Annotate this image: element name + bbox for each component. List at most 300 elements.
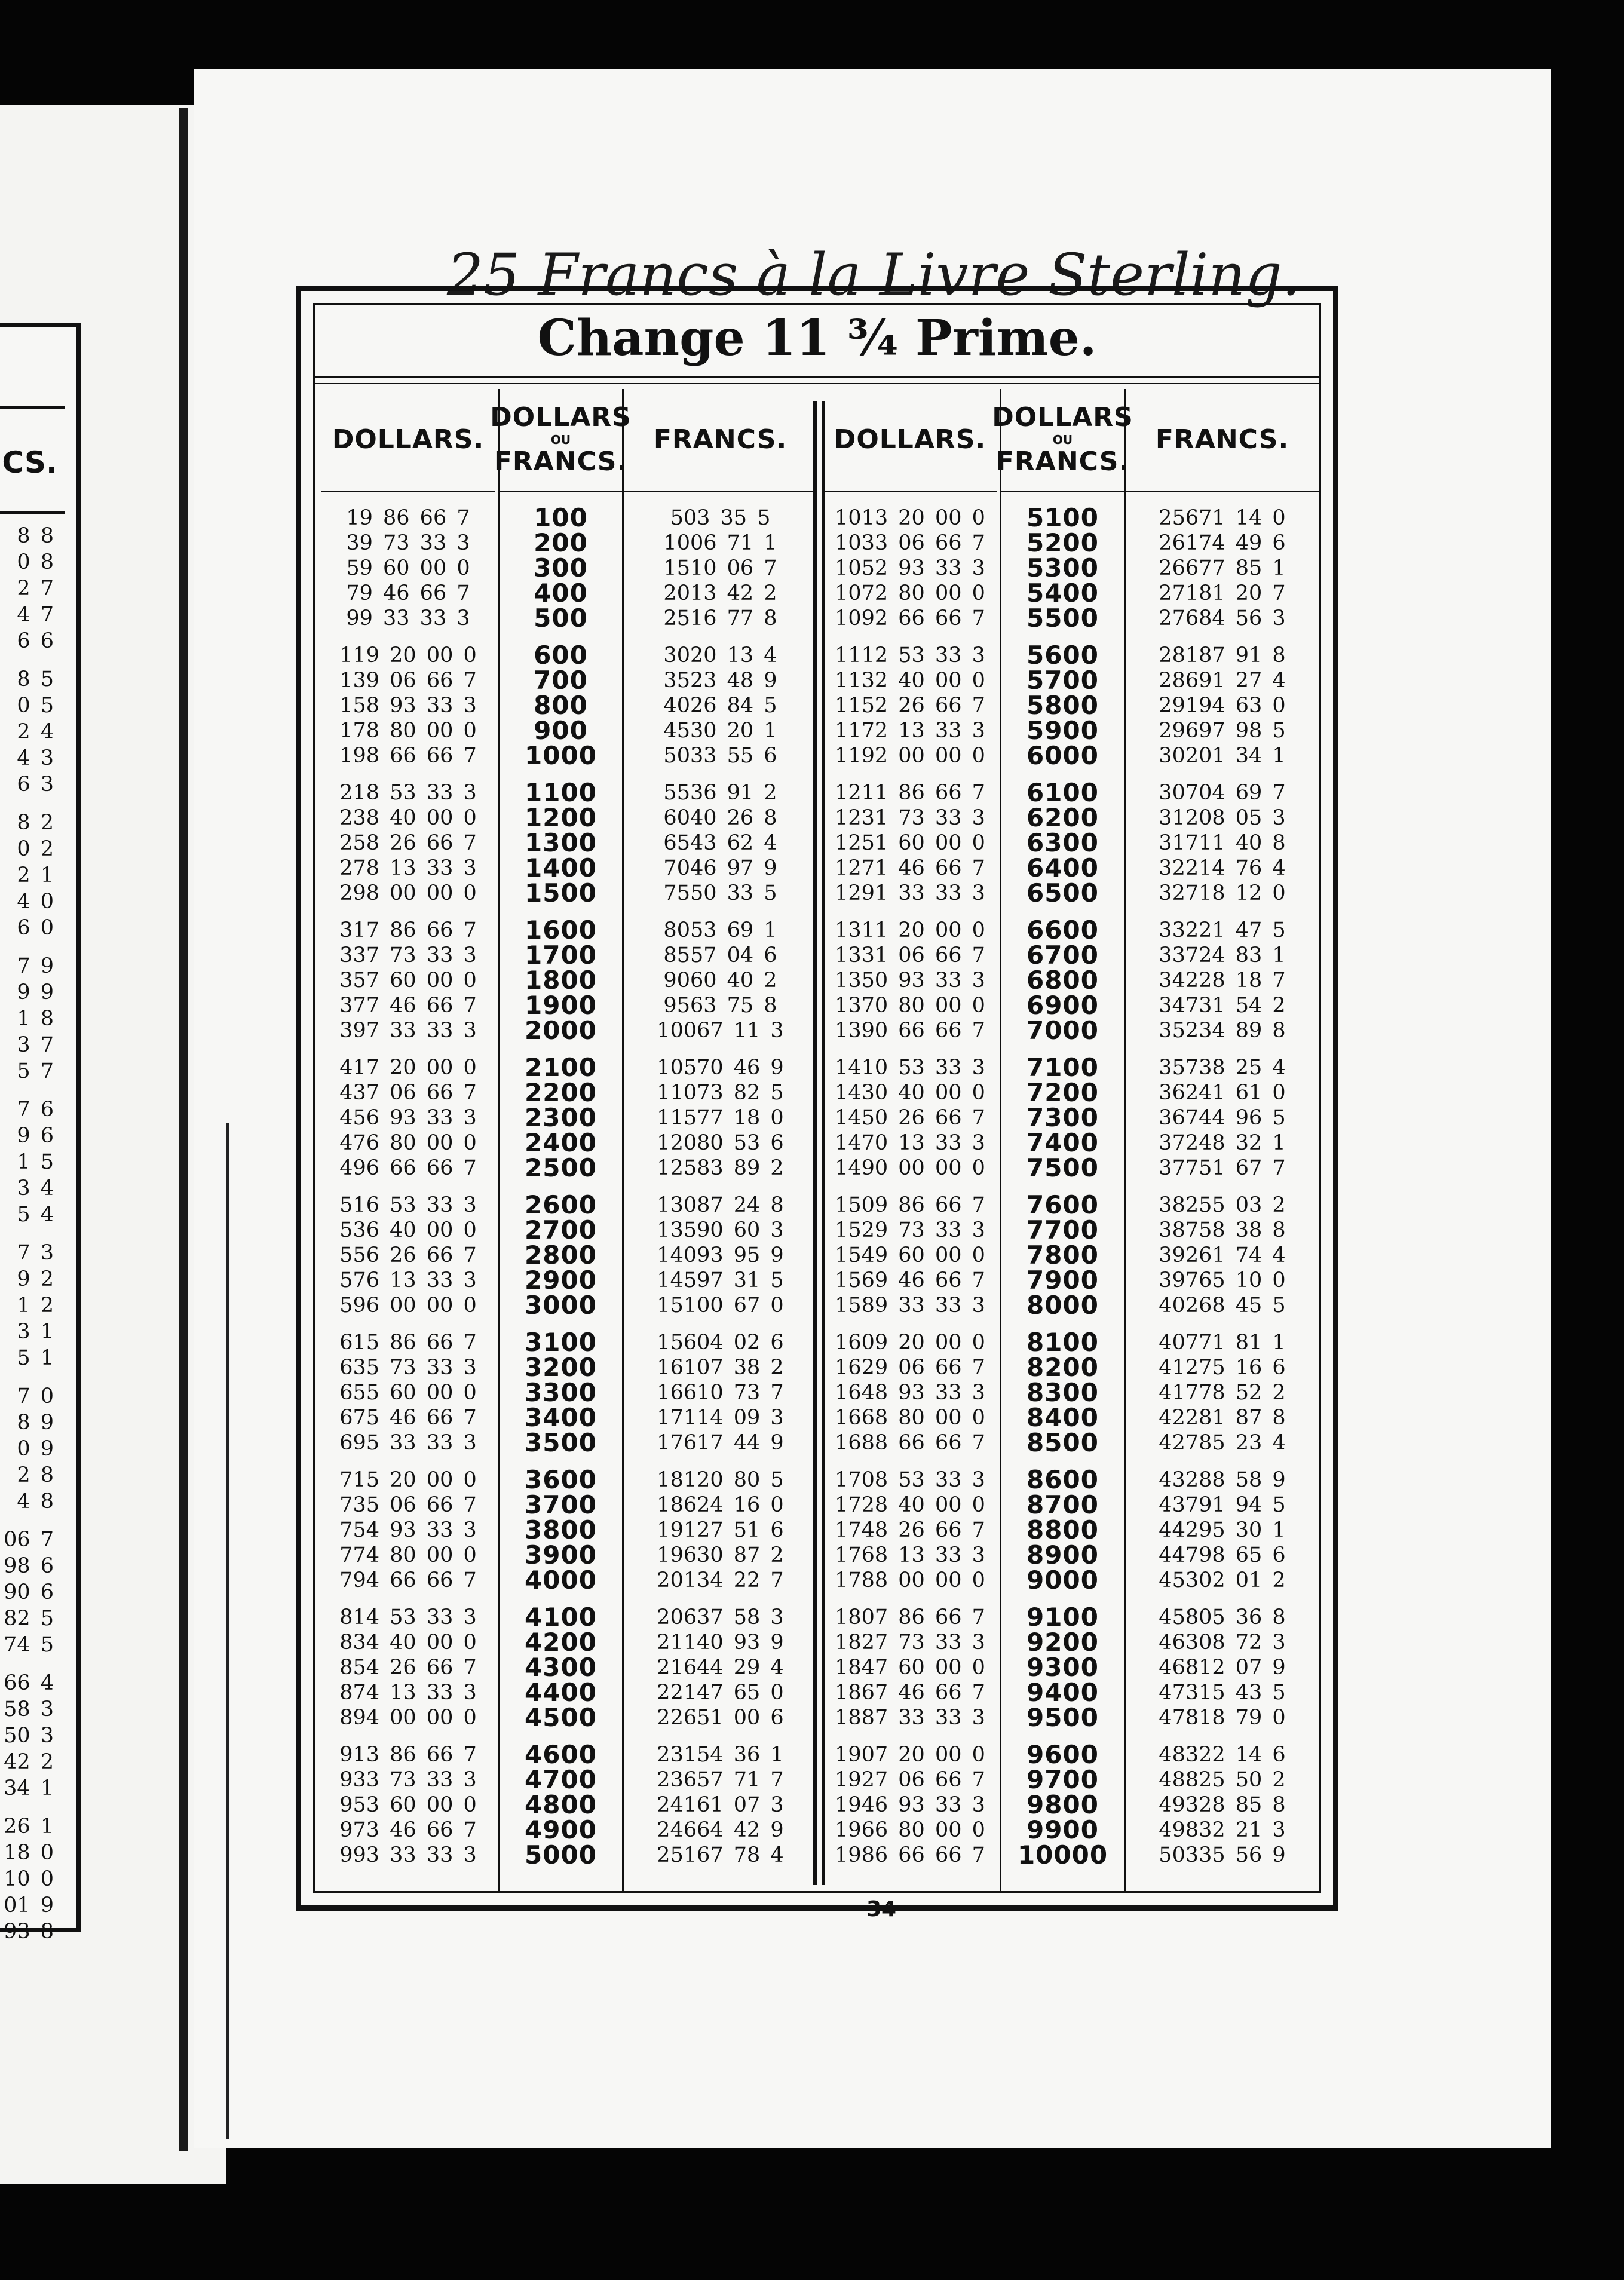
row-group: [623, 1467, 817, 1593]
table-cell: 29194 63 0: [1159, 694, 1286, 718]
table-cell: 119 20 00 0: [339, 643, 477, 667]
table-cell: 59 60 00 0: [346, 556, 470, 580]
table-cell: 7 3: [17, 1241, 54, 1265]
table-cell: 1986 66 66 7: [835, 1843, 985, 1867]
table-cell: 47315 43 5: [1159, 1681, 1286, 1705]
table-cell: 13087 24 8: [657, 1193, 784, 1217]
table-cell: 4 0: [17, 890, 54, 914]
table-cell: 1200: [525, 803, 597, 832]
table-cell: 38255 03 2: [1159, 1193, 1286, 1217]
table-cell: 8300: [1027, 1378, 1099, 1407]
table-cell: 1000: [525, 741, 597, 770]
table-cell: 6200: [1027, 803, 1099, 832]
table-cell: 7700: [1027, 1215, 1099, 1245]
row-group: [623, 643, 817, 768]
row-group: [623, 1193, 817, 1318]
table-cell: 2200: [525, 1078, 597, 1107]
row-group: [1001, 1602, 1124, 1732]
row-group: [500, 1602, 622, 1732]
table-cell: 834 40 00 0: [339, 1631, 477, 1654]
table-cell: 5500: [1027, 603, 1099, 633]
table-cell: 6900: [1027, 991, 1099, 1020]
row-group: [321, 1055, 495, 1181]
table-cell: 41275 16 6: [1159, 1356, 1286, 1380]
table-cell: 7 6: [17, 1098, 54, 1121]
table-cell: 29697 98 5: [1159, 719, 1286, 743]
row-group: [823, 643, 997, 768]
table-cell: 3 1: [17, 1320, 54, 1344]
table-cell: 4500: [525, 1703, 597, 1732]
table-cell: 98 6: [4, 1554, 54, 1578]
table-cell: 9100: [1027, 1602, 1099, 1632]
table-cell: 9 6: [17, 1124, 54, 1148]
table-cell: 1152 26 66 7: [835, 694, 985, 718]
table-cell: 26174 49 6: [1159, 531, 1286, 555]
row-group: [1125, 1193, 1319, 1318]
table-cell: 4400: [525, 1678, 597, 1707]
table-cell: 2300: [525, 1103, 597, 1132]
amount-header-ou: OU: [1052, 433, 1073, 447]
table-cell: 0 9: [17, 1437, 54, 1461]
table-cell: 3900: [525, 1540, 597, 1570]
table-cell: 3200: [525, 1353, 597, 1382]
table-cell: 139 06 66 7: [339, 669, 477, 692]
table-cell: 1887 33 33 3: [835, 1706, 985, 1730]
row-group: [823, 1742, 997, 1868]
table-cell: 700: [534, 666, 588, 695]
table-cell: 20134 22 7: [657, 1568, 784, 1592]
table-cell: 800: [534, 691, 588, 720]
table-cell: 4600: [525, 1740, 597, 1769]
table-cell: 6300: [1027, 828, 1099, 857]
table-cell: 6100: [1027, 778, 1099, 807]
row-group: [1125, 1055, 1319, 1181]
francs-column: [1125, 389, 1319, 1891]
table-cell: 1311 20 00 0: [835, 918, 985, 942]
table-cell: 11073 82 5: [657, 1081, 784, 1105]
row-group: [1001, 643, 1124, 768]
table-cell: 3020 13 4: [663, 643, 777, 667]
table-cell: 6500: [1027, 878, 1099, 908]
table-cell: 10067 11 3: [657, 1019, 784, 1043]
table-cell: 24664 42 9: [657, 1818, 784, 1842]
table-cell: 715 20 00 0: [339, 1468, 477, 1492]
table-cell: 34731 54 2: [1159, 994, 1286, 1018]
table-cell: 1211 86 66 7: [835, 781, 985, 805]
table-cell: 22147 65 0: [657, 1681, 784, 1705]
table-cell: 34 1: [4, 1776, 54, 1800]
table-cell: 1072 80 00 0: [835, 581, 985, 605]
row-group: [321, 1742, 495, 1868]
table-cell: 5300: [1027, 553, 1099, 583]
table-cell: 45805 36 8: [1159, 1605, 1286, 1629]
table-cell: 2516 77 8: [663, 606, 777, 630]
table-cell: 1400: [525, 853, 597, 882]
table-cell: 1 8: [17, 1007, 54, 1031]
table-cell: 456 93 33 3: [339, 1106, 477, 1130]
row-group: [321, 505, 495, 631]
table-cell: 40771 81 1: [1159, 1331, 1286, 1354]
table-cell: 6543 62 4: [663, 831, 777, 855]
left-page-header: CS.: [0, 406, 65, 514]
page-number: 34: [866, 1897, 897, 1922]
table-cell: 4300: [525, 1653, 597, 1682]
table-cell: 22651 00 6: [657, 1706, 784, 1730]
table-cell: 973 46 66 7: [339, 1818, 477, 1842]
francs-column: [623, 389, 817, 1891]
table-cell: 3523 48 9: [663, 669, 777, 692]
table-cell: 2 4: [17, 720, 54, 744]
table-cell: 1807 86 66 7: [835, 1605, 985, 1629]
table-cell: 1132 40 00 0: [835, 669, 985, 692]
table-cell: 3500: [525, 1428, 597, 1457]
table-cell: 4026 84 5: [663, 694, 777, 718]
table-cell: 9400: [1027, 1678, 1099, 1707]
table-cell: 15100 67 0: [657, 1294, 784, 1317]
table-cell: 1589 33 33 3: [835, 1294, 985, 1317]
table-cell: 38758 38 8: [1159, 1218, 1286, 1242]
table-cell: 32214 76 4: [1159, 856, 1286, 880]
francs-values: [623, 492, 817, 1868]
row-group: [1001, 1190, 1124, 1320]
table-cell: 1728 40 00 0: [835, 1493, 985, 1517]
table-cell: 50 3: [4, 1724, 54, 1748]
table-cell: 16107 38 2: [657, 1356, 784, 1380]
table-cell: 17114 09 3: [657, 1406, 784, 1430]
table-cell: 5900: [1027, 716, 1099, 745]
table-cell: 12583 89 2: [657, 1156, 784, 1180]
table-cell: 21644 29 4: [657, 1656, 784, 1680]
table-cell: 90 6: [4, 1580, 54, 1604]
row-group: [321, 918, 495, 1043]
table-cell: 600: [534, 641, 588, 670]
table-inner-border: [313, 303, 1321, 1893]
table-cell: 33221 47 5: [1159, 918, 1286, 942]
table-cell: 337 73 33 3: [339, 943, 477, 967]
row-group: [1125, 643, 1319, 768]
table-cell: 993 33 33 3: [339, 1843, 477, 1867]
table-cell: 5 7: [17, 1059, 54, 1083]
table-cell: 1609 20 00 0: [835, 1331, 985, 1354]
table-cell: 536 40 00 0: [339, 1218, 477, 1242]
table-cell: 9563 75 8: [663, 994, 777, 1018]
table-cell: 39765 10 0: [1159, 1268, 1286, 1292]
table-cell: 50335 56 9: [1159, 1843, 1286, 1867]
table-cell: 25671 14 0: [1159, 506, 1286, 530]
table-cell: 1510 06 7: [663, 556, 777, 580]
table-cell: 93 8: [4, 1920, 54, 1944]
table-cell: 437 06 66 7: [339, 1081, 477, 1105]
table-cell: 300: [534, 553, 588, 583]
table-cell: 18120 80 5: [657, 1468, 784, 1492]
amount-header-top: DOLLARS: [992, 402, 1133, 433]
table-cell: 17617 44 9: [657, 1431, 784, 1455]
amount-header-ou: OU: [550, 433, 571, 447]
table-cell: 5 1: [17, 1346, 54, 1370]
dollars-values: [321, 492, 495, 1868]
table-cell: 10570 46 9: [657, 1056, 784, 1080]
row-group: [1125, 1605, 1319, 1730]
row-group: [4, 1527, 54, 1658]
table-cell: 1509 86 66 7: [835, 1193, 985, 1217]
table-cell: 1688 66 66 7: [835, 1431, 985, 1455]
table-cell: 19 86 66 7: [346, 506, 470, 530]
table-cell: 1013 20 00 0: [835, 506, 985, 530]
table-cell: 1867 46 66 7: [835, 1681, 985, 1705]
table-cell: 33724 83 1: [1159, 943, 1286, 967]
table-cell: 19630 87 2: [657, 1543, 784, 1567]
table-cell: 2 1: [17, 863, 54, 887]
row-group: [1001, 1467, 1124, 1593]
table-cell: 1648 93 33 3: [835, 1381, 985, 1405]
table-cell: 1092 66 66 7: [835, 606, 985, 630]
row-group: [321, 1330, 495, 1455]
table-cell: 2100: [525, 1053, 597, 1082]
table-cell: 6 0: [17, 916, 54, 940]
row-group: [500, 1467, 622, 1593]
row-group: [17, 810, 54, 941]
francs-header: [1125, 389, 1319, 492]
table-cell: 2000: [525, 1016, 597, 1045]
table-cell: 1490 00 00 0: [835, 1156, 985, 1180]
table-cell: 6400: [1027, 853, 1099, 882]
dollars-header-label: DOLLARS.: [834, 424, 986, 455]
table-cell: 503 35 5: [670, 506, 771, 530]
amount-values: [1001, 492, 1124, 1868]
table-cell: 15604 02 6: [657, 1331, 784, 1354]
dollars-values: [823, 492, 997, 1868]
table-cell: 417 20 00 0: [339, 1056, 477, 1080]
row-group: [623, 1742, 817, 1868]
table-cell: 874 13 33 3: [339, 1681, 477, 1705]
table-cell: 615 86 66 7: [339, 1331, 477, 1354]
amount-header-bottom: FRANCS.: [494, 446, 628, 477]
table-cell: 6800: [1027, 966, 1099, 995]
table-cell: 3600: [525, 1465, 597, 1494]
table-cell: 774 80 00 0: [339, 1543, 477, 1567]
table-cell: 48322 14 6: [1159, 1743, 1286, 1767]
table-cell: 854 26 66 7: [339, 1656, 477, 1680]
row-group: [623, 1605, 817, 1730]
row-group: [823, 780, 997, 906]
table-cell: 31711 40 8: [1159, 831, 1286, 855]
table-cell: 516 53 33 3: [339, 1193, 477, 1217]
row-group: [1001, 505, 1124, 631]
table-cell: 1927 06 66 7: [835, 1768, 985, 1792]
row-group: [321, 643, 495, 768]
table-cell: 1768 13 33 3: [835, 1543, 985, 1567]
table-cell: 8400: [1027, 1403, 1099, 1432]
table-cell: 9600: [1027, 1740, 1099, 1769]
row-group: [4, 1813, 54, 1945]
table-cell: 8 2: [17, 811, 54, 835]
row-group: [500, 915, 622, 1045]
table-cell: 58 3: [4, 1697, 54, 1721]
table-cell: 9060 40 2: [663, 969, 777, 992]
table-cell: 3 4: [17, 1176, 54, 1200]
binding-thread: [226, 1123, 229, 2139]
table-cell: 26 1: [4, 1815, 54, 1838]
row-group: [1125, 1330, 1319, 1455]
table-cell: 2013 42 2: [663, 581, 777, 605]
table-cell: 9800: [1027, 1790, 1099, 1819]
table-cell: 7550 33 5: [663, 881, 777, 905]
table-cell: 258 26 66 7: [339, 831, 477, 855]
table-cell: 74 5: [4, 1633, 54, 1657]
table-cell: 3300: [525, 1378, 597, 1407]
table-cell: 1006 71 1: [663, 531, 777, 555]
table-cell: 5100: [1027, 503, 1099, 532]
table-cell: 357 60 00 0: [339, 969, 477, 992]
dollars-header: [823, 389, 997, 492]
table-cell: 37751 67 7: [1159, 1156, 1286, 1180]
amount-column: [992, 389, 1133, 1891]
table-cell: 18624 16 0: [657, 1493, 784, 1517]
amount-column: [490, 389, 632, 1891]
table-cell: 754 93 33 3: [339, 1518, 477, 1542]
francs-header-label: FRANCS.: [653, 424, 788, 455]
table-cell: 46812 07 9: [1159, 1656, 1286, 1680]
table-cell: 79 46 66 7: [346, 581, 470, 605]
amount-header-bottom: FRANCS.: [995, 446, 1130, 477]
row-group: [321, 780, 495, 906]
table-cell: 8000: [1027, 1291, 1099, 1320]
table-cell: 8600: [1027, 1465, 1099, 1494]
table-cell: 1629 06 66 7: [835, 1356, 985, 1380]
dollars-header-label: DOLLARS.: [332, 424, 485, 455]
table-cell: 1700: [525, 940, 597, 970]
table-cell: 82 5: [4, 1607, 54, 1631]
francs-values: [1125, 492, 1319, 1868]
table-cell: 1450 26 66 7: [835, 1106, 985, 1130]
row-group: [500, 780, 622, 906]
table-cell: 35234 89 8: [1159, 1019, 1286, 1043]
table-cell: 7 0: [17, 1384, 54, 1408]
table-cell: 5000: [525, 1840, 597, 1870]
table-cell: 4200: [525, 1628, 597, 1657]
table-cell: 5033 55 6: [663, 744, 777, 768]
row-group: [1125, 505, 1319, 631]
table-cell: 49328 85 8: [1159, 1793, 1286, 1817]
table-cell: 2 7: [17, 577, 54, 600]
table-cell: 1231 73 33 3: [835, 806, 985, 830]
table-cell: 45302 01 2: [1159, 1568, 1286, 1592]
row-group: [823, 1055, 997, 1181]
table-cell: 1300: [525, 828, 597, 857]
table-cell: 8 8: [17, 524, 54, 548]
table-left-half: [321, 389, 817, 1891]
dollars-header: [321, 389, 495, 492]
francs-header-label: FRANCS.: [1155, 424, 1289, 455]
table-cell: 43791 94 5: [1159, 1493, 1286, 1517]
table-cell: 6000: [1027, 741, 1099, 770]
table-cell: 3700: [525, 1490, 597, 1519]
table-cell: 16610 73 7: [657, 1381, 784, 1405]
table-cell: 9200: [1027, 1628, 1099, 1657]
row-group: [823, 505, 997, 631]
table-cell: 9300: [1027, 1653, 1099, 1682]
table-cell: 1052 93 33 3: [835, 556, 985, 580]
table-cell: 3800: [525, 1515, 597, 1544]
table-cell: 794 66 66 7: [339, 1568, 477, 1592]
row-group: [623, 1330, 817, 1455]
table-cell: 0 8: [17, 550, 54, 574]
table-cell: 2900: [525, 1265, 597, 1295]
table-cell: 1966 80 00 0: [835, 1818, 985, 1842]
table-cell: 1748 26 66 7: [835, 1518, 985, 1542]
table-cell: 10 0: [4, 1867, 54, 1891]
row-group: [321, 1605, 495, 1730]
table-cell: 1331 06 66 7: [835, 943, 985, 967]
table-cell: 9 9: [17, 980, 54, 1004]
row-group: [823, 1467, 997, 1593]
table-cell: 1390 66 66 7: [835, 1019, 985, 1043]
running-head: 25 Francs à la Livre Sterling.: [447, 241, 1301, 308]
table-cell: 11577 18 0: [657, 1106, 784, 1130]
table-cell: 6700: [1027, 940, 1099, 970]
amount-header-top: DOLLARS: [490, 402, 632, 433]
table-cell: 1033 06 66 7: [835, 531, 985, 555]
table-cell: 1192 00 00 0: [835, 744, 985, 768]
table-cell: 1112 53 33 3: [835, 643, 985, 667]
row-group: [500, 1330, 622, 1455]
table-cell: 30201 34 1: [1159, 744, 1286, 768]
table-cell: 178 80 00 0: [339, 719, 477, 743]
table-cell: 42 2: [4, 1750, 54, 1774]
table-cell: 8053 69 1: [663, 918, 777, 942]
row-group: [823, 1605, 997, 1730]
table-cell: 1350 93 33 3: [835, 969, 985, 992]
table-cell: 735 06 66 7: [339, 1493, 477, 1517]
table-cell: 9700: [1027, 1765, 1099, 1794]
table-cell: 496 66 66 7: [339, 1156, 477, 1180]
table-cell: 13590 60 3: [657, 1218, 784, 1242]
table-cell: 158 93 33 3: [339, 694, 477, 718]
table-cell: 8 5: [17, 667, 54, 691]
table-cell: 8700: [1027, 1490, 1099, 1519]
table-cell: 1569 46 66 7: [835, 1268, 985, 1292]
table-cell: 933 73 33 3: [339, 1768, 477, 1792]
table-cell: 4 7: [17, 603, 54, 627]
row-group: [500, 1190, 622, 1320]
table-title: Change 11 ¾ Prime.: [537, 309, 1097, 367]
table-cell: 1410 53 33 3: [835, 1056, 985, 1080]
table-cell: 3100: [525, 1328, 597, 1357]
row-group: [823, 1330, 997, 1455]
row-group: [4, 1670, 54, 1801]
row-group: [823, 1193, 997, 1318]
row-group: [623, 918, 817, 1043]
table-cell: 2800: [525, 1240, 597, 1270]
table-cell: 814 53 33 3: [339, 1605, 477, 1629]
table-cell: 4800: [525, 1790, 597, 1819]
table-cell: 66 4: [4, 1671, 54, 1695]
amount-header: [490, 389, 632, 492]
exchange-table: [296, 286, 1338, 1911]
table-cell: 8 9: [17, 1411, 54, 1435]
table-cell: 4 3: [17, 746, 54, 770]
table-cell: 26677 85 1: [1159, 556, 1286, 580]
table-cell: 7 9: [17, 954, 54, 978]
table-cell: 1600: [525, 915, 597, 945]
table-cell: 238 40 00 0: [339, 806, 477, 830]
table-cell: 9 2: [17, 1267, 54, 1291]
table-cell: 1291 33 33 3: [835, 881, 985, 905]
row-group: [500, 1742, 622, 1868]
dollars-column: [823, 389, 997, 1891]
table-cell: 1 5: [17, 1150, 54, 1174]
table-cell: 0 5: [17, 694, 54, 718]
